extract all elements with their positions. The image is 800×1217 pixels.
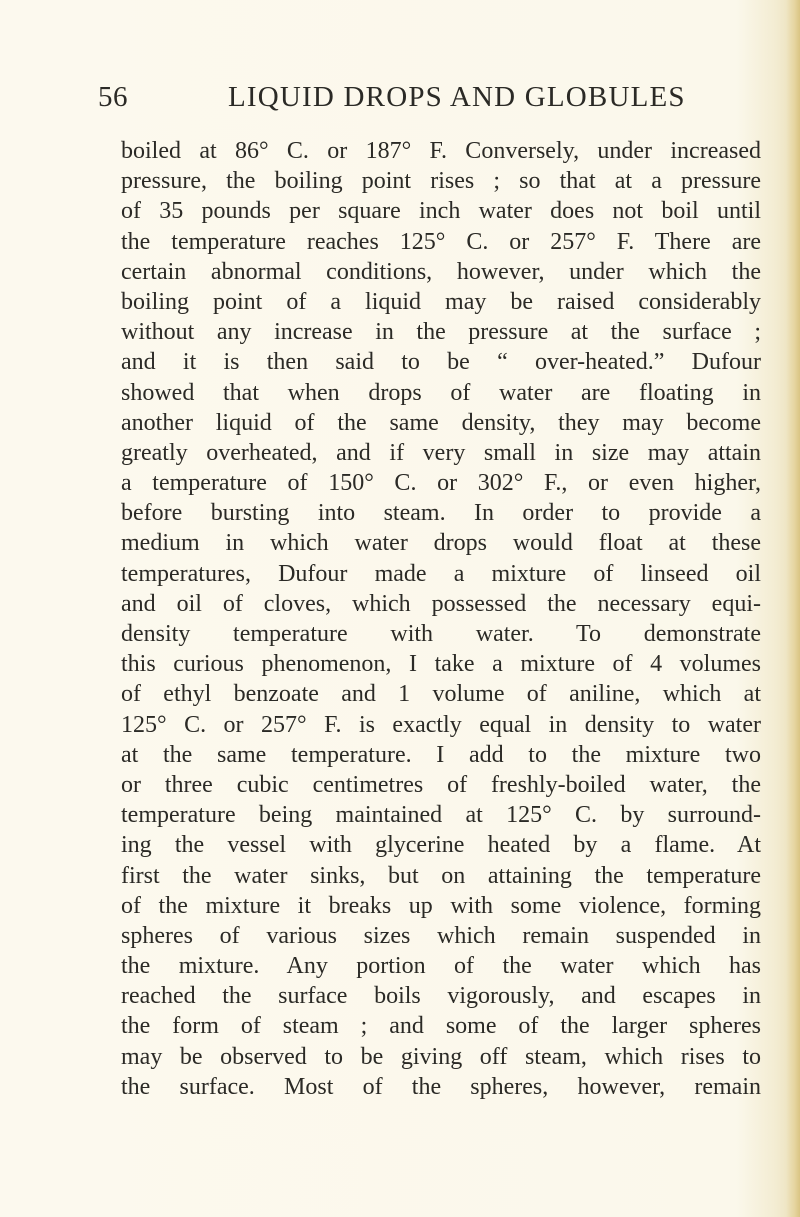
text-line: temperature being maintained at 125° C. by surround- [121, 802, 761, 829]
text-line: pressure, the boiling point rises ; so that at a pressure [121, 168, 761, 195]
running-head [98, 77, 718, 117]
text-line: a temperature of 150° C. or 302° F., or even higher, [121, 470, 761, 497]
text-line: of 35 pounds per square inch water does not boil until [121, 198, 761, 225]
running-title: LIQUID DROPS AND GLOBULES [228, 81, 686, 113]
text-line: boiled at 86° C. or 187° F. Conversely, under increased [121, 138, 761, 164]
text-line: the form of steam ; and some of the larger spheres [121, 1013, 761, 1040]
text-line: another liquid of the same density, they may become [121, 409, 761, 436]
body-text [121, 136, 761, 1102]
text-line: medium in which water drops would float at these [121, 530, 761, 557]
text-line: at the same temperature. I add to the mixture two [121, 741, 761, 768]
text-line: may be observed to be giving off steam, which rises to [121, 1043, 761, 1070]
text-line: reached the surface boils vigorously, and escapes in [121, 983, 761, 1010]
text-line: greatly overheated, and if very small in size may attain [121, 439, 761, 466]
text-line: before bursting into steam. In order to provide a [121, 500, 761, 527]
text-line: boiling point of a liquid may be raised considerably [121, 288, 761, 315]
page-number: 56 [98, 81, 128, 113]
text-line: 125° C. or 257° F. is exactly equal in density to water [121, 711, 761, 738]
text-line: certain abnormal conditions, however, under which the [121, 258, 761, 285]
text-line: spheres of various sizes which remain suspended in [121, 922, 761, 949]
text-line: and it is then said to be “ over-heated.” Dufour [121, 349, 761, 376]
text-line: the temperature reaches 125° C. or 257° F. There are [121, 228, 761, 255]
page-edge-shadow [786, 0, 800, 1217]
text-line: without any increase in the pressure at the surface ; [121, 319, 761, 346]
text-line: and oil of cloves, which possessed the necessary equi- [121, 590, 761, 617]
text-line: of ethyl benzoate and 1 volume of aniline, which at [121, 681, 761, 708]
text-line: density temperature with water. To demonstrate [121, 621, 761, 647]
text-line: temperatures, Dufour made a mixture of linseed oil [121, 560, 761, 587]
text-line: ing the vessel with glycerine heated by a flame. At [121, 832, 761, 859]
text-line: the mixture. Any portion of the water which has [121, 953, 761, 980]
text-line: or three cubic centimetres of freshly-boiled water, the [121, 771, 761, 798]
text-line: the surface. Most of the spheres, however, remain [121, 1073, 761, 1100]
text-line: of the mixture it breaks up with some violence, forming [121, 892, 761, 919]
text-line: showed that when drops of water are floating in [121, 379, 761, 406]
text-line: first the water sinks, but on attaining the temperature [121, 862, 761, 889]
text-line: this curious phenomenon, I take a mixture of 4 volumes [121, 651, 761, 678]
